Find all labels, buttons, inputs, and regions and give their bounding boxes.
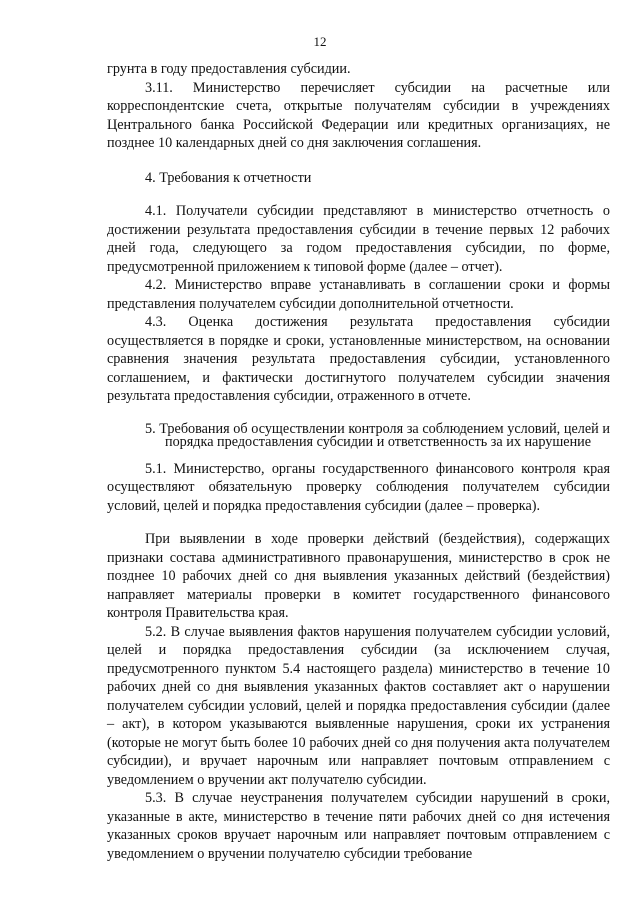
- page-number: 12: [313, 34, 327, 49]
- paragraph-5-2: 5.2. В случае выявления фактов нарушения получателем субсидии условий, целей и порядка предоставления субсидии (за исключением случая, предусмотренного пунктом 5.4 настоящего раздела) министерство в течение 10 рабочих дней со дня выявления указанных фактов составляет акт о нарушении получателем субсидии условий, целей и порядка предоставления субсидии (далее – акт), в котором указываются выявленные нарушения, сроки их устранения (которые не могут быть более 10 рабочих дней со дня получения акта получателем субсидии), и вручает нарочным или направляет почтовым отправлением с уведомлением о вручении акт получателю субсидии.: [107, 623, 610, 788]
- paragraph-5-1-violations: При выявлении в ходе проверки действий (бездействия), содержащих признаки состава административного правонарушения, министерство в срок не позднее 10 рабочих дней со дня выявления указанных действий (бездействия) направляет материалы проверки в комитет государственного финансового контроля Правительства края.: [107, 531, 610, 621]
- section-heading-5: 5. Требования об осуществлении контроля за соблюдением условий, целей и порядка предоставления субсидии и ответственность за их нарушение: [145, 420, 610, 450]
- paragraph-4-3: 4.3. Оценка достижения результата предоставления субсидии осуществляется в порядке и сроки, установленные министерством, на основании сравнения значения результата предоставления субсидии, установленного соглашением, и фактически достигнутого получателем субсидии значения результата предоставления субсидии, отраженного в отчете.: [107, 314, 610, 404]
- paragraph-5-3: 5.3. В случае неустранения получателем субсидии нарушений в сроки, указанные в акте, министерство в течение пяти рабочих дней со дня истечения указанных сроков вручает нарочным или направляет почтовым отправлением с уведомлением о вручении получателю субсидии требование: [107, 790, 610, 862]
- paragraph-5-1: 5.1. Министерство, органы государственного финансового контроля края осуществляют обязательную проверку соблюдения получателем субсидии условий, целей и порядка предоставления субсидии (далее – проверка).: [107, 460, 610, 514]
- paragraph-3-11: 3.11. Министерство перечисляет субсидии на расчетные или корреспондентские счета, открытые получателям субсидии в учреждениях Центрального банка Российской Федерации или кредитных организациях, не позднее 10 календарных дней со дня заключения соглашения.: [107, 79, 610, 151]
- paragraph-continuation: грунта в году предоставления субсидии.: [107, 61, 351, 77]
- document-body: [107, 60, 610, 863]
- paragraph-4-2: 4.2. Министерство вправе устанавливать в соглашении сроки и формы представления получателем субсидии дополнительной отчетности.: [107, 277, 610, 312]
- section-heading-4: 4. Требования к отчетности: [145, 169, 312, 186]
- paragraph-4-1: 4.1. Получатели субсидии представляют в министерство отчетность о достижении результата предоставления субсидии в течение первых 12 рабочих дней года, следующего за годом предоставления субсидии, по форме, предусмотренной приложением к типовой форме (далее – отчет).: [107, 203, 610, 275]
